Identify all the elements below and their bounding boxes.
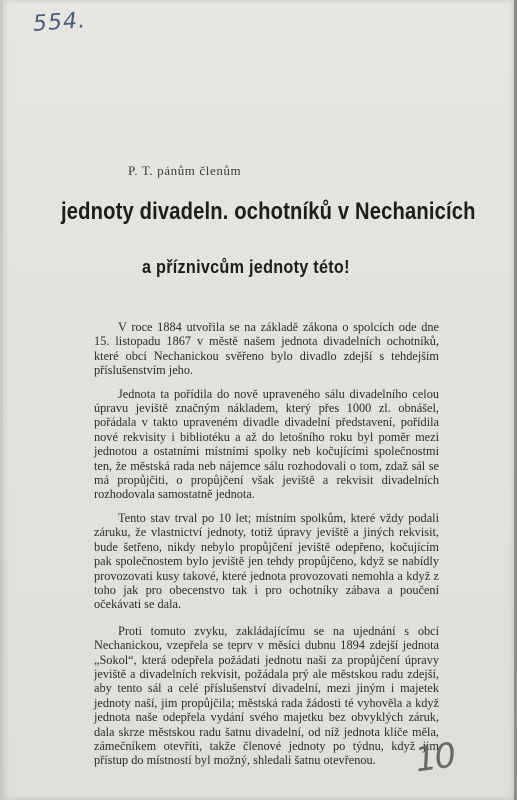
paragraph: V roce 1884 utvořila se na základě zákona o spolcích ode dne 15. listopadu 1867 v městě našem jednota divadelních ochotníků, které obcí Nechanickou svěřeno bylo divadlo zdejší s tehdejším příslušenstvím jeho. xyxy=(94,320,439,378)
paragraph: Tento stav trval po 10 let; místním spolkům, které vždy podali záruku, že vlastnictví jednoty, totiž úpravy jeviště a jiných rekvisit, bude šetřeno, nikdy nebylo propůjčení jeviště odepřeno, kočujícím pak společnostem bylo jeviště jen tehdy propůjčeno, když se nabídly provozovati kusy takové, které jednota provozovati nemohla a když z toho jak pro obecenstvo tak i pro ochotníky zábava a poučení očekávati se dala. xyxy=(94,510,439,612)
document-subtitle: a příznivcům jednoty této! xyxy=(142,257,350,277)
page-number-annotation: 10 xyxy=(412,735,457,781)
paragraph: Proti tomuto zvyku, zakládajícímu se na ujednání s obcí Nechanickou, vzepřela se teprv v měsíci dubnu 1894 zdejší jednota „Sokol“, která odepřela požádati jednotu naši za propůjčení úpravy jeviště a divadelních rekvisit, požádala prý ale městskou radu zdejší, aby tento sál a celé příslušenství divadelní, mezi jiným i majetek jednoty naší, jim propůjčila; městská rada žádosti té vyhověla a když jednota naše odepřela vydání svého majetku bez obvyklých záruk, dala skrze městskou radu šatnu divadelní, od níž jednota klíče měla, zámečníkem otevříti, takže členové jednoty po týdnu, když jim přístup do místností byl možný, shledali šatnu otevřenou. xyxy=(94,623,439,768)
salutation: P. T. pánům členům xyxy=(128,163,242,178)
document-title: jednoty divadeln. ochotníků v Nechanicích xyxy=(61,198,476,225)
paragraph: Jednota ta pořídila do nově upraveného sálu divadelního celou úpravu jeviště značným nákladem, který přes 1000 zl. obnášel, pořádala v takto upraveném divadle divadelní představení, pořídila nové rekvisity i bibliotéku a až do letošního roku byl poměr mezi jednotou a ostatními místními spolky neb kočujícími společnostmi ten, že městská rada neb nájemce sálu rozhodovali o tom, zdaž sál se má propůjčiti, o propůjčení však jeviště a rekvisit divadelních rozhodovala samostatně jednota. xyxy=(94,386,439,502)
document-page xyxy=(3,0,515,800)
archive-number-annotation: 554. xyxy=(32,8,87,37)
document-body xyxy=(94,320,439,777)
